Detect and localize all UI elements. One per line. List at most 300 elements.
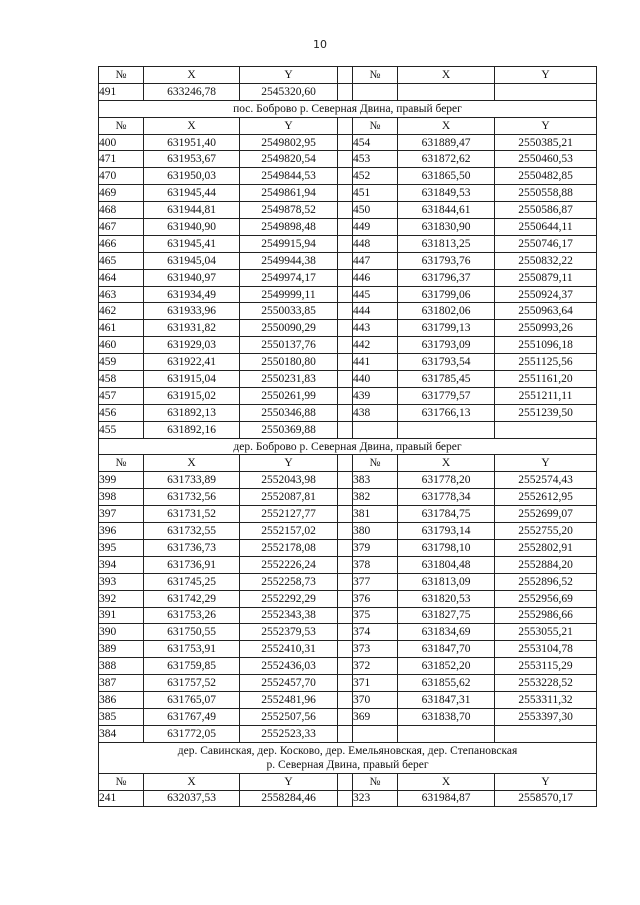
y-coordinate: 2551096,18 [495,337,597,354]
point-number [353,421,398,438]
table-row [99,489,597,506]
point-number: 453 [353,151,398,168]
column-header-x: X [398,773,495,790]
y-coordinate: 2552574,43 [495,472,597,489]
x-coordinate: 631813,09 [398,573,495,590]
x-coordinate: 631852,20 [398,658,495,675]
x-coordinate: 631733,89 [144,472,240,489]
x-coordinate: 631759,85 [144,658,240,675]
point-number: 386 [99,691,144,708]
y-coordinate: 2550261,99 [240,387,338,404]
table-row [99,185,597,202]
section-title-row [99,438,597,455]
point-number: 467 [99,219,144,236]
y-coordinate: 2550879,11 [495,269,597,286]
point-number: 441 [353,354,398,371]
y-coordinate: 2550346,88 [240,404,338,421]
x-coordinate: 631945,41 [144,235,240,252]
x-coordinate: 631849,53 [398,185,495,202]
point-number: 387 [99,675,144,692]
y-coordinate: 2550180,80 [240,354,338,371]
point-number: 462 [99,303,144,320]
x-coordinate: 631793,54 [398,354,495,371]
x-coordinate: 631750,55 [144,624,240,641]
y-coordinate: 2549878,52 [240,202,338,219]
point-number: 399 [99,472,144,489]
column-separator [338,219,353,236]
point-number: 372 [353,658,398,675]
y-coordinate: 2549861,94 [240,185,338,202]
y-coordinate: 2550137,76 [240,337,338,354]
y-coordinate: 2551239,50 [495,404,597,421]
point-number: 450 [353,202,398,219]
y-coordinate: 2550482,85 [495,168,597,185]
y-coordinate: 2551211,11 [495,387,597,404]
x-coordinate: 631820,53 [398,590,495,607]
y-coordinate: 2552043,98 [240,472,338,489]
x-coordinate: 631766,13 [398,404,495,421]
column-header-x: X [144,117,240,134]
x-coordinate: 631929,03 [144,337,240,354]
column-separator [338,387,353,404]
y-coordinate: 2552523,33 [240,725,338,742]
page-number: 10 [313,38,327,51]
table-row [99,556,597,573]
table-row [99,269,597,286]
column-header-number: № [99,117,144,134]
x-coordinate: 631827,75 [398,607,495,624]
point-number: 393 [99,573,144,590]
x-coordinate: 631793,76 [398,252,495,269]
x-coordinate: 631785,45 [398,371,495,388]
x-coordinate: 631931,82 [144,320,240,337]
table-header-row [99,773,597,790]
y-coordinate: 2549898,48 [240,219,338,236]
point-number: 241 [99,790,144,807]
x-coordinate: 631945,04 [144,252,240,269]
column-header-number: № [353,455,398,472]
table-row [99,421,597,438]
table-row [99,641,597,658]
x-coordinate: 631953,67 [144,151,240,168]
column-separator [338,691,353,708]
table-row [99,590,597,607]
point-number: 396 [99,523,144,540]
column-header-y: Y [240,117,338,134]
column-separator [338,404,353,421]
column-separator [338,607,353,624]
x-coordinate: 633246,78 [144,83,240,100]
table-header-row [99,117,597,134]
y-coordinate: 2552896,52 [495,573,597,590]
column-separator [338,185,353,202]
table-row [99,658,597,675]
point-number: 381 [353,506,398,523]
table-row [99,151,597,168]
point-number: 459 [99,354,144,371]
point-number: 447 [353,252,398,269]
point-number: 389 [99,641,144,658]
y-coordinate: 2551161,20 [495,371,597,388]
column-separator [338,573,353,590]
column-header-y: Y [240,67,338,84]
y-coordinate: 2553055,21 [495,624,597,641]
y-coordinate: 2553228,52 [495,675,597,692]
point-number: 395 [99,539,144,556]
table-row [99,607,597,624]
x-coordinate: 631767,49 [144,708,240,725]
x-coordinate: 631855,62 [398,675,495,692]
x-coordinate: 631872,62 [398,151,495,168]
point-number: 377 [353,573,398,590]
x-coordinate: 631784,75 [398,506,495,523]
table-row [99,202,597,219]
y-coordinate: 2549820,54 [240,151,338,168]
y-coordinate: 2552436,03 [240,658,338,675]
column-separator [338,472,353,489]
point-number: 383 [353,472,398,489]
column-separator [338,337,353,354]
x-coordinate: 631778,20 [398,472,495,489]
column-header-y: Y [495,455,597,472]
column-header-number: № [99,773,144,790]
section-title-line: дер. Боброво р. Северная Двина, правый берег [233,440,462,453]
column-separator [338,773,353,790]
table-row [99,168,597,185]
table-row [99,790,597,807]
point-number: 369 [353,708,398,725]
table-row [99,624,597,641]
y-coordinate: 2552157,02 [240,523,338,540]
column-header-y: Y [495,117,597,134]
point-number [353,83,398,100]
table-row [99,219,597,236]
y-coordinate: 2552292,29 [240,590,338,607]
x-coordinate [398,725,495,742]
column-header-number: № [353,67,398,84]
y-coordinate [495,83,597,100]
point-number: 464 [99,269,144,286]
coordinates-table [98,66,597,807]
column-header-y: Y [495,773,597,790]
x-coordinate: 631804,48 [398,556,495,573]
table-row [99,691,597,708]
point-number: 491 [99,83,144,100]
y-coordinate: 2549802,95 [240,134,338,151]
table-row [99,573,597,590]
x-coordinate: 631944,81 [144,202,240,219]
x-coordinate: 631865,50 [398,168,495,185]
column-separator [338,725,353,742]
y-coordinate: 2550460,53 [495,151,597,168]
column-separator [338,168,353,185]
point-number: 384 [99,725,144,742]
column-header-x: X [144,67,240,84]
column-header-number: № [99,455,144,472]
y-coordinate: 2552379,53 [240,624,338,641]
y-coordinate [495,725,597,742]
table-row [99,675,597,692]
column-separator [338,624,353,641]
section-title-row [99,100,597,117]
point-number: 440 [353,371,398,388]
x-coordinate: 631765,07 [144,691,240,708]
x-coordinate: 631830,90 [398,219,495,236]
y-coordinate: 2558284,46 [240,790,338,807]
x-coordinate: 631933,96 [144,303,240,320]
x-coordinate: 631847,70 [398,641,495,658]
y-coordinate: 2550644,11 [495,219,597,236]
column-header-x: X [398,67,495,84]
y-coordinate: 2550993,26 [495,320,597,337]
y-coordinate: 2553397,30 [495,708,597,725]
column-separator [338,134,353,151]
x-coordinate: 631799,13 [398,320,495,337]
x-coordinate: 631950,03 [144,168,240,185]
column-separator [338,489,353,506]
y-coordinate: 2553311,32 [495,691,597,708]
column-header-x: X [144,773,240,790]
table-row [99,235,597,252]
column-separator [338,675,353,692]
point-number: 446 [353,269,398,286]
point-number: 438 [353,404,398,421]
y-coordinate: 2550746,17 [495,235,597,252]
x-coordinate: 631779,57 [398,387,495,404]
y-coordinate: 2550924,37 [495,286,597,303]
y-coordinate: 2552127,77 [240,506,338,523]
y-coordinate: 2550832,22 [495,252,597,269]
x-coordinate: 631757,52 [144,675,240,692]
column-header-y: Y [495,67,597,84]
y-coordinate: 2552481,96 [240,691,338,708]
column-header-number: № [353,773,398,790]
point-number: 398 [99,489,144,506]
x-coordinate: 632037,53 [144,790,240,807]
y-coordinate: 2552884,20 [495,556,597,573]
x-coordinate: 631745,25 [144,573,240,590]
table-header-row [99,455,597,472]
column-separator [338,202,353,219]
section-title [99,742,597,773]
y-coordinate: 2551125,56 [495,354,597,371]
column-separator [338,67,353,84]
x-coordinate: 631915,04 [144,371,240,388]
column-separator [338,790,353,807]
x-coordinate: 631892,16 [144,421,240,438]
x-coordinate: 631838,70 [398,708,495,725]
x-coordinate: 631796,37 [398,269,495,286]
table-row [99,387,597,404]
column-separator [338,590,353,607]
point-number: 444 [353,303,398,320]
point-number: 400 [99,134,144,151]
x-coordinate: 631940,97 [144,269,240,286]
table-row [99,286,597,303]
table-row [99,539,597,556]
table-row [99,83,597,100]
column-header-x: X [398,117,495,134]
section-title [99,438,597,455]
y-coordinate: 2558570,17 [495,790,597,807]
point-number: 460 [99,337,144,354]
point-number: 468 [99,202,144,219]
x-coordinate [398,83,495,100]
table-row [99,472,597,489]
x-coordinate: 631889,47 [398,134,495,151]
point-number: 391 [99,607,144,624]
point-number: 471 [99,151,144,168]
point-number: 449 [353,219,398,236]
point-number: 443 [353,320,398,337]
x-coordinate: 631922,41 [144,354,240,371]
column-header-y: Y [240,455,338,472]
point-number: 323 [353,790,398,807]
table-row [99,134,597,151]
x-coordinate: 631778,34 [398,489,495,506]
point-number: 439 [353,387,398,404]
x-coordinate: 631753,91 [144,641,240,658]
point-number: 385 [99,708,144,725]
point-number: 374 [353,624,398,641]
y-coordinate: 2552410,31 [240,641,338,658]
column-separator [338,235,353,252]
point-number: 380 [353,523,398,540]
y-coordinate: 2552699,07 [495,506,597,523]
section-title-line: р. Северная Двина, правый берег [266,758,429,771]
table-header-row [99,67,597,84]
x-coordinate: 631892,13 [144,404,240,421]
point-number: 371 [353,675,398,692]
x-coordinate: 631984,87 [398,790,495,807]
section-title-line: пос. Боброво р. Северная Двина, правый берег [233,102,462,115]
y-coordinate: 2549999,11 [240,286,338,303]
table-row [99,506,597,523]
column-separator [338,252,353,269]
x-coordinate: 631915,02 [144,387,240,404]
x-coordinate: 631736,91 [144,556,240,573]
point-number: 458 [99,371,144,388]
x-coordinate: 631732,56 [144,489,240,506]
x-coordinate: 631802,06 [398,303,495,320]
point-number: 456 [99,404,144,421]
table-row [99,252,597,269]
point-number: 375 [353,607,398,624]
column-separator [338,506,353,523]
point-number: 442 [353,337,398,354]
column-separator [338,539,353,556]
y-coordinate: 2552986,66 [495,607,597,624]
column-separator [338,641,353,658]
point-number: 379 [353,539,398,556]
point-number: 461 [99,320,144,337]
point-number: 397 [99,506,144,523]
x-coordinate: 631793,09 [398,337,495,354]
y-coordinate: 2553104,78 [495,641,597,658]
y-coordinate: 2552956,69 [495,590,597,607]
x-coordinate: 631951,40 [144,134,240,151]
table-row [99,337,597,354]
table-row [99,404,597,421]
section-title-line: дер. Савинская, дер. Косково, дер. Емельяновская, дер. Степановская [177,744,518,757]
column-separator [338,523,353,540]
point-number: 466 [99,235,144,252]
y-coordinate: 2552258,73 [240,573,338,590]
point-number: 370 [353,691,398,708]
y-coordinate: 2553115,29 [495,658,597,675]
column-separator [338,83,353,100]
column-separator [338,320,353,337]
point-number: 392 [99,590,144,607]
x-coordinate: 631793,14 [398,523,495,540]
table-row [99,354,597,371]
column-separator [338,455,353,472]
x-coordinate: 631813,25 [398,235,495,252]
column-header-x: X [144,455,240,472]
y-coordinate [495,421,597,438]
point-number: 448 [353,235,398,252]
point-number: 452 [353,168,398,185]
column-separator [338,151,353,168]
point-number: 469 [99,185,144,202]
y-coordinate: 2552087,81 [240,489,338,506]
x-coordinate: 631799,06 [398,286,495,303]
point-number: 376 [353,590,398,607]
column-separator [338,269,353,286]
point-number: 454 [353,134,398,151]
column-separator [338,286,353,303]
y-coordinate: 2550090,29 [240,320,338,337]
x-coordinate: 631847,31 [398,691,495,708]
point-number: 465 [99,252,144,269]
table-row [99,708,597,725]
table-row [99,371,597,388]
point-number: 455 [99,421,144,438]
point-number [353,725,398,742]
point-number: 388 [99,658,144,675]
x-coordinate: 631834,69 [398,624,495,641]
y-coordinate: 2552457,70 [240,675,338,692]
column-separator [338,371,353,388]
table-row [99,320,597,337]
y-coordinate: 2552755,20 [495,523,597,540]
column-separator [338,421,353,438]
y-coordinate: 2549915,94 [240,235,338,252]
y-coordinate: 2550033,85 [240,303,338,320]
point-number: 378 [353,556,398,573]
column-header-y: Y [240,773,338,790]
point-number: 470 [99,168,144,185]
column-separator [338,117,353,134]
section-title [99,100,597,117]
y-coordinate: 2550369,88 [240,421,338,438]
column-separator [338,354,353,371]
column-separator [338,658,353,675]
x-coordinate: 631731,52 [144,506,240,523]
x-coordinate: 631798,10 [398,539,495,556]
point-number: 373 [353,641,398,658]
y-coordinate: 2549944,38 [240,252,338,269]
x-coordinate: 631844,61 [398,202,495,219]
x-coordinate: 631934,49 [144,286,240,303]
table-row [99,725,597,742]
x-coordinate: 631940,90 [144,219,240,236]
column-separator [338,708,353,725]
y-coordinate: 2550586,87 [495,202,597,219]
x-coordinate: 631742,29 [144,590,240,607]
y-coordinate: 2552343,38 [240,607,338,624]
point-number: 390 [99,624,144,641]
